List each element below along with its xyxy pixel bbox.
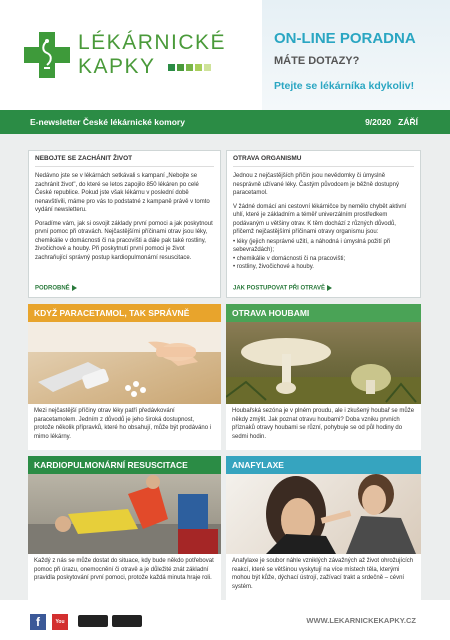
online-advice-panel[interactable]: [262, 0, 450, 110]
feature-title[interactable]: KDYŽ PARACETAMOL, TAK SPRÁVNĚ: [28, 304, 221, 322]
feature-title[interactable]: KARDIOPULMONÁRNÍ RESUSCITACE: [28, 456, 221, 474]
feature-anaphylaxis[interactable]: [226, 456, 421, 602]
footer: [0, 600, 450, 640]
arrow-right-icon: [72, 285, 77, 291]
article-paragraph: Nedávno jste se v lékárnách setkávali s kampaní „Nebojte se zachránit život", do které se letos zapojilo 850 lékáren po celé České republice. Pokud jste však lékárnu v poslední době nenavštívili, máme pro vás to podstatné z kampaně právě v tomto vydání newsletteru.: [35, 173, 210, 213]
article-paragraph: Poradíme vám, jak si osvojit základy první pomoci a jak poskytnout první pomoc při otravách. Nejčastějšími příčinami otrav jsou léky, chemikálie v domácnosti či na pracovišti a dále pak také rostliny, živočichové a houby. Při poskytnutí první pomoci je život zachraňující správný postup kardiopulmonární resuscitace.: [35, 220, 213, 261]
newsletter-title: E-newsletter České lékárnické komory: [30, 117, 185, 127]
app-store-badge-icon[interactable]: [112, 615, 142, 627]
feature-text: Houbařská sezóna je v plném proudu, ale i zkušený houbař se může někdy zmýlit. Jak poznat otravu houbami? Doba vzniku prvních příznaků otravy houbami se různí, pohybuje se od půl hodiny do sedmi hodin.: [226, 404, 421, 450]
brand-line1: LÉKÁRNICKÉ: [78, 31, 227, 54]
youtube-icon[interactable]: You Tube: [52, 614, 68, 630]
list-item: • chemikálie v domácnosti či na pracovišti;: [233, 255, 346, 262]
article-poisoning: [226, 150, 421, 298]
feature-mushrooms[interactable]: [226, 304, 421, 450]
list-item: • rostliny, živočichové a houby.: [233, 264, 314, 270]
list-item: • léky (jejich nesprávné užití, a náhodná i úmyslná požití při sebevraždách);: [233, 238, 391, 253]
arrow-right-icon: [327, 285, 332, 291]
issue-number: 9/2020: [365, 117, 392, 127]
feature-text: Mezi nejčastější příčiny otrav léky patří předávkování paracetamolem. Jedním z důvodů je jeho široká dostupnost, protože několik přípravků, které ho obsahují, může být prodáváno i mimo lékárny.: [28, 404, 221, 450]
article-paragraph: Jednou z nejčastějších příčin jsou nevědomky či úmyslně nesprávně užívané léky. Častým původcem je běžně dostupný paracetamol.: [233, 173, 399, 196]
brand-squares: [168, 64, 211, 71]
article-title: OTRAVA ORGANISMU: [233, 151, 414, 167]
issue-date: [365, 117, 418, 127]
newsletter-bar: [0, 110, 450, 134]
article-title: NEBOJTE SE ZACHÁNIT ŽIVOT: [35, 151, 214, 167]
feature-paracetamol[interactable]: [28, 304, 221, 450]
paracetamol-image: [28, 322, 221, 404]
brand-line2: KAPKY: [78, 55, 156, 78]
facebook-icon[interactable]: f: [30, 614, 46, 630]
feature-text: Každý z nás se může dostat do situace, kdy bude někdo potřebovat pomoc při úrazu, onemocnění či otravě a je důležité znát základní pravidla poskytování první pomoci, protože každá minuta hraje roli.: [28, 554, 221, 602]
article-paragraph: V žádné domácí ani cestovní lékárničce by nemělo chybět aktivní uhlí, které je základním a téměř univerzálním prostředkem podávaným u většiny otrav. K těm dochází z různých důvodů, přičemž nejčastějšími příčinami otravy organismu jsou:: [233, 203, 407, 235]
brand-name: [78, 31, 226, 79]
article-save-life: [28, 150, 221, 298]
website-link[interactable]: WWW.LEKARNICKEKAPKY.CZ: [306, 616, 416, 625]
feature-title[interactable]: OTRAVA HOUBAMI: [226, 304, 421, 322]
issue-month: ZÁŘÍ: [398, 117, 418, 127]
cpr-image: [28, 474, 221, 554]
feature-cpr[interactable]: [28, 456, 221, 602]
header: [0, 0, 450, 110]
questions-label: MÁTE DOTAZY?: [274, 55, 360, 67]
mushroom-image: [226, 322, 421, 404]
pharmacy-cross-icon: [24, 32, 70, 78]
feature-title[interactable]: ANAFYLAXE: [226, 456, 421, 474]
ask-pharmacist-text[interactable]: Ptejte se lékárníka kdykoliv!: [274, 80, 415, 92]
details-link[interactable]: PODROBNĚ: [35, 285, 77, 292]
poisoning-procedure-link[interactable]: JAK POSTUPOVAT PŘI OTRAVĚ: [233, 285, 332, 292]
feature-text: Anafylaxe je soubor náhle vzniklých závažných až život ohrožujících reakcí, které se většinou vyskytují na více místech těla, kterými mohou být kůže, dýchací ústrojí, zažívací trakt a srdečně – cévní systém.: [226, 554, 421, 602]
google-play-badge-icon[interactable]: [78, 615, 108, 627]
anaphylaxis-image: [226, 474, 421, 554]
online-advice-title[interactable]: ON-LINE PORADNA: [274, 30, 416, 47]
